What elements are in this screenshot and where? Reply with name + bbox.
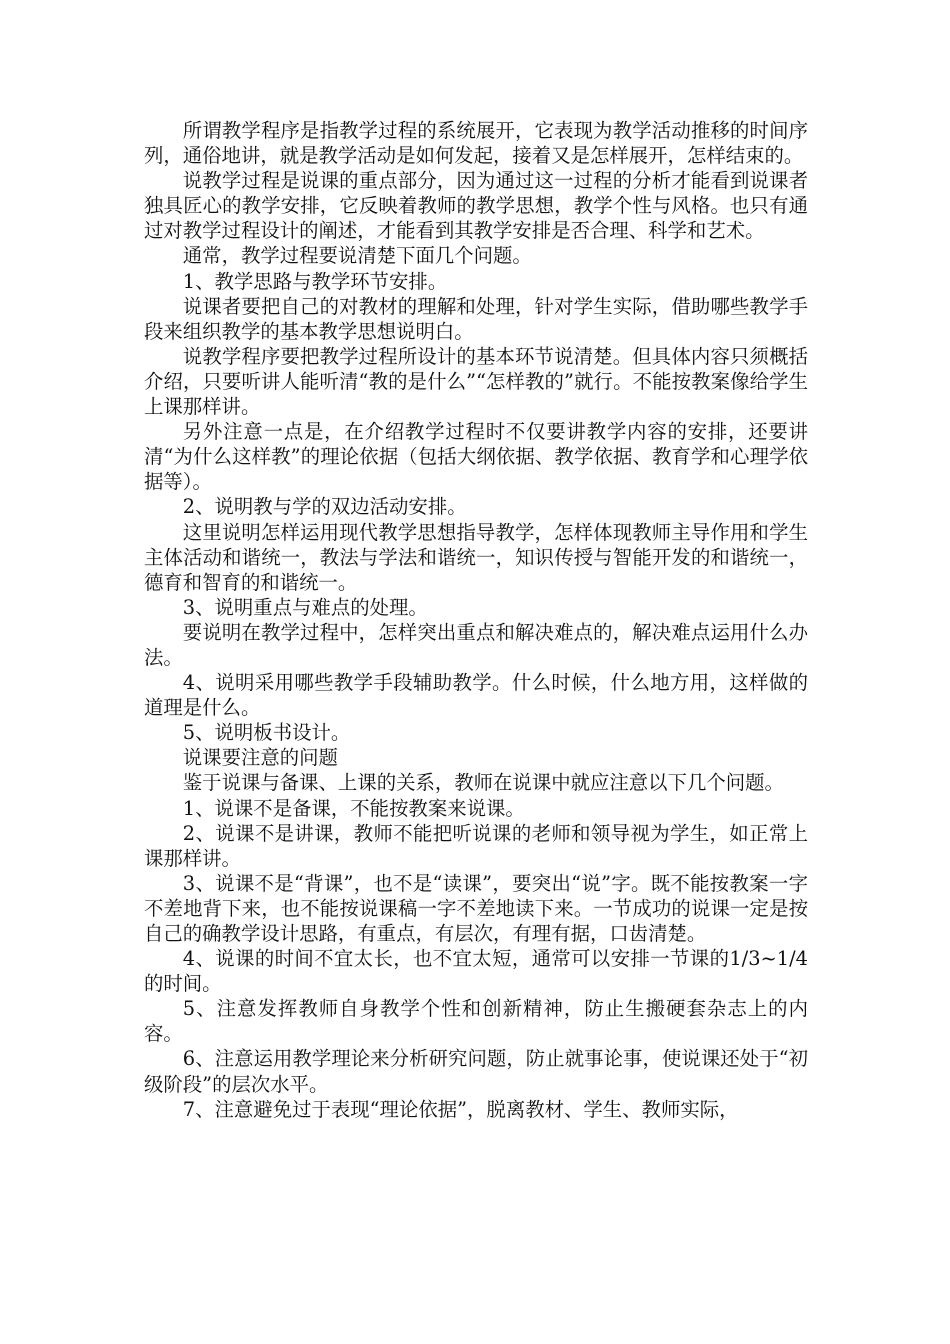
- paragraph: 4、说明采用哪些教学手段辅助教学。什么时候，什么地方用，这样做的道理是什么。: [144, 671, 808, 720]
- paragraph: 7、注意避免过于表现“理论依据”，脱离教材、学生、教师实际，: [182, 1097, 739, 1121]
- paragraph: 通常，教学过程要说清楚下面几个问题。: [182, 244, 532, 268]
- paragraph: 说教学过程是说课的重点部分，因为通过这一过程的分析才能看到说课者独具匠心的教学安排，它反映着教师的教学思想，教学个性与风格。也只有通过对教学过程设计的阐述，才能看到其教学安排是否合理、科学和艺术。: [144, 169, 808, 243]
- paragraph: 3、说明重点与难点的处理。: [182, 595, 428, 619]
- paragraph: 2、说课不是讲课，教师不能把听说课的老师和领导视为学生，如正常上课那样讲。: [144, 821, 808, 870]
- paragraph: 5、说明板书设计。: [182, 721, 351, 745]
- paragraph: 2、说明教与学的双边活动安排。: [182, 495, 467, 519]
- paragraph: 6、注意运用教学理论来分析研究问题，防止就事论事，使说课还处于“初级阶段”的层次水平。: [144, 1047, 808, 1096]
- section-heading: 说课要注意的问题: [182, 746, 338, 770]
- paragraph: 3、说课不是“背课”，也不是“读课”，要突出“说”字。既不能按教案一字不差地背下来，也不能按说课稿一字不差地读下来。一节成功的说课一定是按自己的确教学设计思路，有重点，有层次，有理有据，口齿清楚。: [144, 871, 808, 945]
- paragraph: 说课者要把自己的对教材的理解和处理，针对学生实际，借助哪些教学手段来组织教学的基本教学思想说明白。: [144, 294, 808, 343]
- paragraph: 说教学程序要把教学过程所设计的基本环节说清楚。但具体内容只须概括介绍，只要听讲人能听清“教的是什么”“怎样教的”就行。不能按教案像给学生上课那样讲。: [144, 344, 808, 419]
- paragraph: 4、说课的时间不宜太长，也不宜太短，通常可以安排一节课的1/3~1/4的时间。: [144, 947, 808, 996]
- paragraph: 5、注意发挥教师自身教学个性和创新精神，防止生搬硬套杂志上的内容。: [144, 997, 808, 1046]
- paragraph: 要说明在教学过程中，怎样突出重点和解决难点的，解决难点运用什么办法。: [144, 620, 808, 669]
- paragraph: 所谓教学程序是指教学过程的系统展开，它表现为教学活动推移的时间序列，通俗地讲，就是教学活动是如何发起，接着又是怎样展开，怎样结束的。: [144, 119, 808, 168]
- paragraph: 另外注意一点是，在介绍教学过程时不仅要讲教学内容的安排，还要讲清“为什么这样教”的理论依据（包括大纲依据、教学依据、教育学和心理学依据等）。: [144, 420, 808, 494]
- paragraph: 这里说明怎样运用现代教学思想指导教学，怎样体现教师主导作用和学生主体活动和谐统一，教法与学法和谐统一，知识传授与智能开发的和谐统一，德育和智育的和谐统一。: [144, 520, 808, 594]
- document-page: [144, 118, 808, 1122]
- paragraph: 鉴于说课与备课、上课的关系，教师在说课中就应注意以下几个问题。: [182, 771, 784, 795]
- paragraph: 1、教学思路与教学环节安排。: [182, 269, 448, 293]
- paragraph: 1、说课不是备课，不能按教案来说课。: [182, 796, 525, 820]
